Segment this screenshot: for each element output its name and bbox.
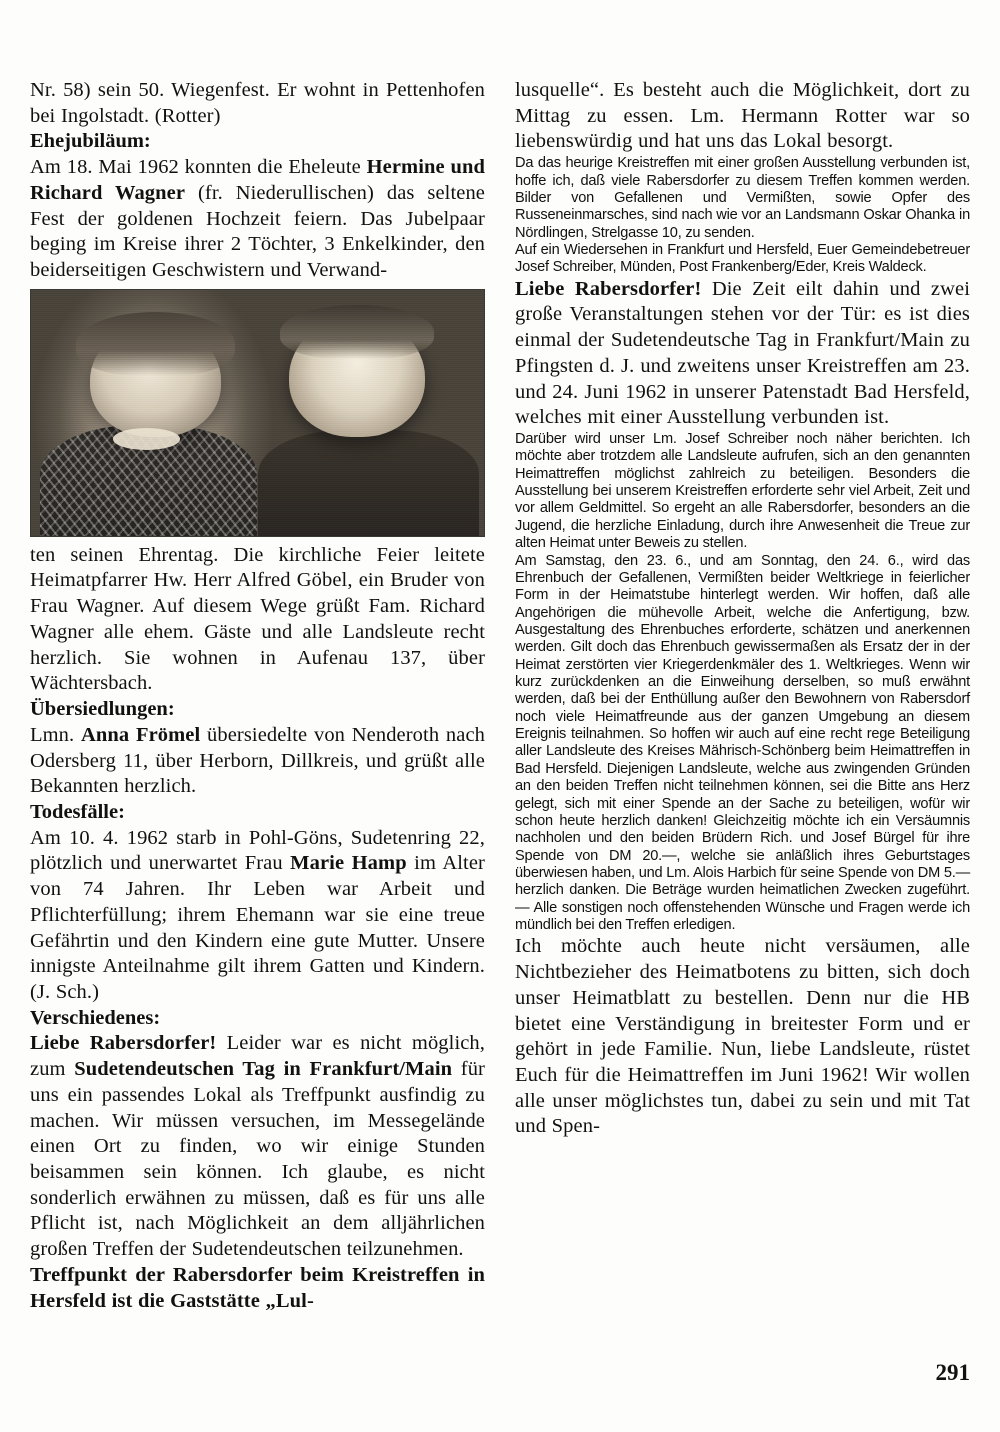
paragraph-aufruf-beteiligung: Darüber wird unser Lm. Josef Schreiber noch näher berichten. Ich möchte aber trotzdem alle Landsleute aufrufen, sich an den genannten Heimattreffen möglichst zahlreich zu beteiligen. Besonders die Ausstellung bei unserem Kreistreffen erforderte sehr viel Arbeit, Zeit und vor allem Geldmittel. So ergeht an alle Rabersdorfer, besonders an die Jugend, die herzliche Einladung, durch ihre Anwesenheit die Treue zur alten Heimat unter Beweis zu stellen. [515,430,970,552]
two-column-layout [30,78,970,1328]
heading-uebersiedlungen: Übersiedlungen: [30,698,175,721]
text-run: lusquelle“. Es besteht auch die Möglichkeit, dort zu Mittag zu essen. Lm. Hermann Rotter war so liebenswürdig und hat uns das Lokal besorgt. [515,79,970,153]
paragraph-todesfaelle [30,826,485,1006]
paragraph-verschiedenes [30,1031,485,1262]
right-column [515,78,970,1328]
paragraph-heimatbote-bestellung: Ich möchte auch heute nicht versäumen, alle Nichtbezieher des Heimatbotens zu bitten, sich doch unser Heimatblatt zu bestellen. Denn nur die HB bietet eine Verständigung in breitester Form und er gehört in jede Familie. Nun, liebe Landsleute, rüstet Euch für die Heimattreffen im Juni 1962! Wir wollen alle unser möglichstes tun, dabei zu sein und mit Tat und Spen- [515,935,970,1138]
names-wagner: Hermine und Richard Wagner [30,156,485,204]
text-run: Lmn. [30,723,81,746]
paragraph-kreistreffen-ausstellung: Da das heurige Kreistreffen mit einer großen Ausstellung verbunden ist, hoffe ich, daß viele Rabersdorfer zu diesem Treffen kommen werden. Bilder von Gefallenen und Vermißten, sowie Opfer des Russeneinmarsches, sind nach wie vor an Landsmann Oskar Ohanka in Nördlingen, Strelgasse 10, zu senden. [515,155,970,241]
text-run: Am 10. 4. 1962 starb in Pohl-Göns, Sudetenring 22, plötzlich und unerwartet Frau [30,826,485,875]
salutation-liebe-rabersdorfer-2: Liebe Rabersdorfer! [515,277,702,300]
paragraph-wiedersehen-signature: Auf ein Wiedersehen in Frankfurt und Hersfeld, Euer Gemeindebetreuer Josef Schreiber, Münden, Post Frankenberg/Eder, Kreis Waldeck. [515,241,970,276]
heading-verschiedenes: Verschiedenes: [30,1006,161,1029]
paragraph-lullusquelle [515,78,970,155]
paragraph-birthday: Nr. 58) sein 50. Wiegenfest. Er wohnt in Pettenhofen bei Ingolstadt. (Rotter) [30,79,485,127]
text-run: im Alter von 74 Jahren. Ihr Leben war Arbeit und Pflichterfüllung; ihrem Ehemann war sie eine treue Gefährtin und den Kindern eine gute Mutter. Unsere innigste Anteilnahme gilt ihrem Gatten und Kindern. (J. Sch.) [30,852,485,1003]
text-run: Leider war es nicht möglich, zum [30,1032,486,1081]
text-run: übersiedelte von Nenderoth nach Odersberg 11, über Herborn, Dillkreis, und grüßt alle Bekannten herzlich. [30,723,485,798]
text-run: (fr. Niederullischen) das seltene Fest der goldenen Hochzeit feiern. Das Jubelpaar beging im Kreise ihrer 2 Töchter, 3 Enkelkinder, den beiderseitigen Geschwistern und Verwand- [30,181,485,282]
salutation-liebe-rabersdorfer: Liebe Rabersdorfer! [30,1032,217,1055]
name-anna-froemel: Anna Frömel [80,723,201,746]
paragraph-ehejubilaeum [30,155,485,284]
photo-golden-wedding-couple [30,289,485,537]
paragraph-ehrentag: ten seinen Ehrentag. Die kirchliche Feier leitete Heimatpfarrer Hw. Herr Alfred Göbel, ein Bruder von Frau Wagner. Auf diesem Wege grüßt Fam. Richard Wagner alle ehem. Gäste und alle Landsleute recht herzlich. Sie wohnen in Aufenau 137, über Wächtersbach. [30,543,485,695]
event-sudetendeutscher-tag: Sudetendeutschen Tag in Frankfurt/Main [74,1058,453,1081]
paragraph-zeit-eilt-dahin [515,277,970,431]
text-run: Die Zeit eilt dahin und zwei große Veranstaltungen stehen vor der Tür: es ist dies einmal der Sudetendeutsche Tag in Frankfurt/Main zu Pfingsten d. J. und zweitens unser Kreistreffen am 23. und 24. Juni 1962 in unserer Patenstadt Bad Hersfeld, welches mit einer Ausstellung verbunden ist. [515,277,971,429]
name-marie-hamp: Marie Hamp [290,852,407,875]
text-run: Am 18. Mai 1962 konnten die Eheleute [30,156,367,179]
paragraph-uebersiedlungen [30,723,485,800]
text-run: für uns ein passendes Lokal als Treffpunkt ausfindig zu machen. Wir müssen versuchen, im Messegelände einen Ort zu finden, wo wir einige Stunden beisammen sein können. Ich glaube, es nicht sonderlich erwähnen zu müssen, daß es für uns alle Pflicht ist, nach Möglichkeit an dem alljährlichen großen Treffen der Sudetendeutschen teilzunehmen. [30,1058,485,1261]
page-number: 291 [935,1360,970,1385]
paragraph-ehrenbuch: Am Samstag, den 23. 6., und am Sonntag, den 24. 6., wird das Ehrenbuch der Gefallenen, Vermißten beider Weltkriege in feierlicher Form in der Heimatstube hinterlegt werden. Wir hoffen, daß alle Angehörigen die mühevolle Arbeit, welche die Anfertigung, bzw. Ausgestaltung des Ehrenbuches erforderte, schätzen und anerkennen werden. Gilt doch das Ehrenbuch gewissermaßen als Ersatz der in der Heimat zerstörten vier Kriegerdenkmäler des 1. Weltkrieges. Wenn wir kurz zurückdenken an die Einweihung derselben, so muß erwähnt werden, daß bei der Enthüllung außer den Bewohnern von Rabersdorf noch viele Heimatfreunde aus der ganzen Umgebung an diesem Ereignis teilnahmen. So hoffen wir auch auf eine recht rege Beteiligung aller Landsleute des Kreises Mährisch-Schönberg beim Heimattreffen in Bad Hersfeld. Diejenigen Landsleute, welche aus zwingenden Gründen an den beiden Treffen nicht teilnehmen können, sei die Bitte ans Herz gelegt, sich mit einer Spende an der Sache zu beteiligen, wofür wir schon heute herzlich danken! Gleichzeitig möchte ich ein Versäumnis nachholen und den beiden Brüdern Rich. und Josef Bürgel für ihre Spende von DM 20.—, welche sie anläßlich ihres Geburtstages überwiesen haben, und Lm. Alois Harbich für seine Spende von DM 5.— herzlich danken. Die Beträge wurden heimatlichen Zwecken zugeführt. — Alle sonstigen noch offenstehenden Wünsche und Fragen werde ich mündlich bei den Treffen erledigen. [515,552,970,934]
heading-ehejubilaeum: Ehejubiläum: [30,130,151,153]
paragraph-treffpunkt: Treffpunkt der Rabersdorfer beim Kreistreffen in Hersfeld ist die Gaststätte „Lul- [30,1263,485,1312]
left-column [30,78,485,1328]
photo-halftone-overlay [31,290,484,536]
heading-todesfaelle: Todesfälle: [30,800,125,823]
